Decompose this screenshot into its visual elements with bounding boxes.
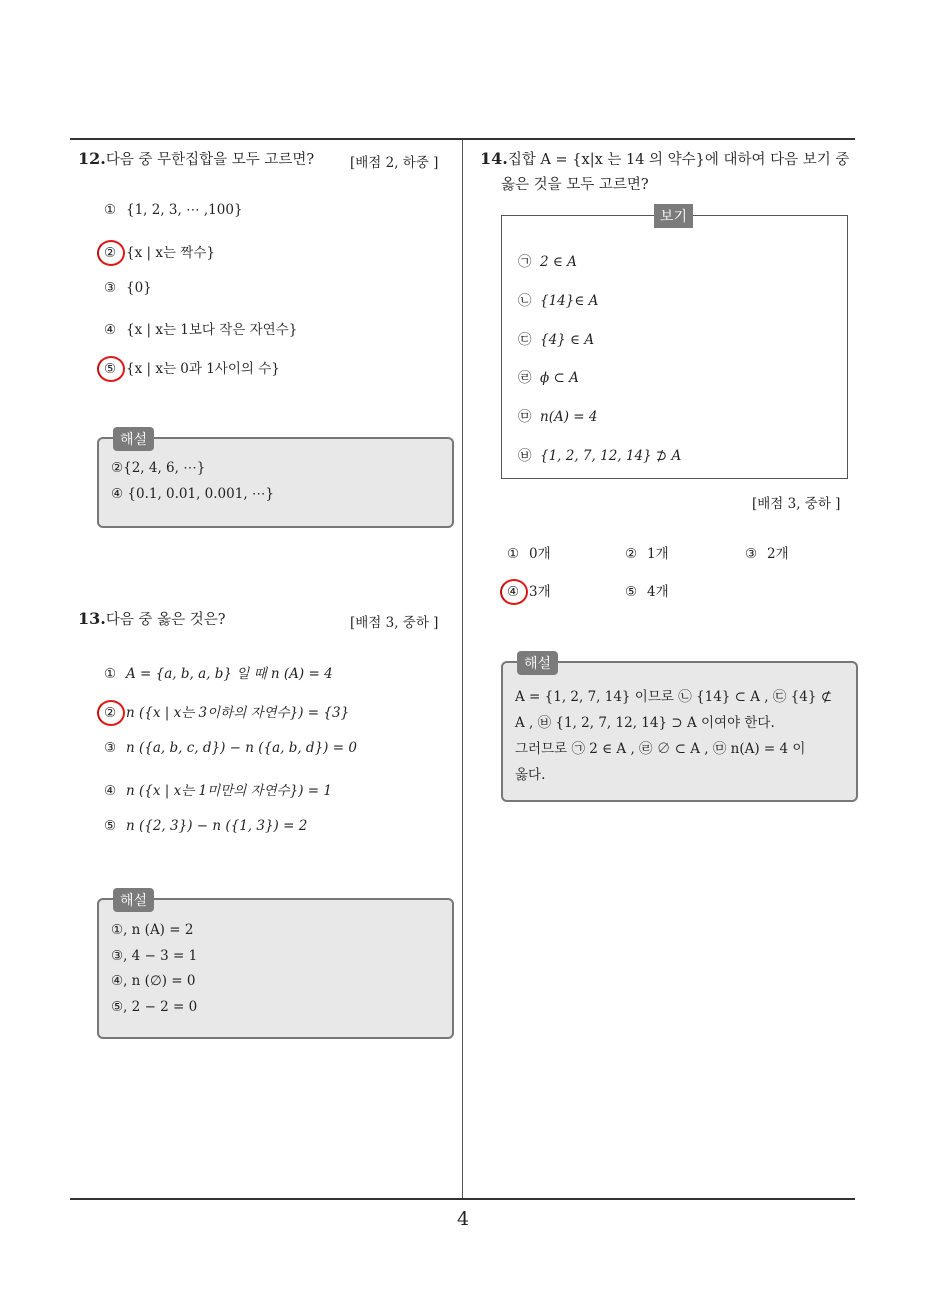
q14-number: 14. — [480, 149, 508, 168]
q14-text-line2: 옳은 것을 모두 고르면? — [501, 177, 649, 193]
choice-text: 3개 — [529, 584, 551, 600]
bottom-rule — [70, 1198, 855, 1200]
q13-choice-2[interactable] — [104, 701, 349, 721]
bogi-item-6: ㉥ {1, 2, 7, 12, 14} ⊅ A — [518, 448, 682, 464]
page-number: 4 — [456, 1208, 470, 1230]
choice-text: 0개 — [529, 546, 551, 562]
q12-explanation-box — [97, 432, 454, 528]
q14-choice-1[interactable] — [507, 542, 551, 562]
choice-text: 4개 — [647, 584, 669, 600]
choice-number: ⑤ — [625, 584, 638, 600]
choice-number: ③ — [745, 546, 758, 562]
explanation-line: A , ㉥ {1, 2, 7, 12, 14} ⊃ A 이여야 한다. — [515, 715, 775, 731]
q13-number: 13. — [78, 609, 106, 628]
bogi-label: 보기 — [654, 204, 693, 228]
q14-choice-5[interactable] — [625, 580, 669, 600]
choice-number: ① — [104, 666, 117, 682]
choice-number: ③ — [104, 280, 117, 296]
q12-choice-5[interactable] — [104, 357, 280, 377]
q13-choice-4[interactable] — [104, 779, 332, 799]
choice-number: ① — [104, 202, 117, 218]
q14-score: [배점 3, 중하 ] — [752, 496, 841, 512]
explanation-line: ④ {0.1, 0.01, 0.001, ⋯} — [111, 486, 274, 502]
q13-explanation-box — [97, 893, 454, 1039]
q12-number: 12. — [78, 149, 106, 168]
choice-text: {x | x는 짝수} — [126, 245, 215, 261]
q14-choice-2[interactable] — [625, 542, 669, 562]
explanation-line: ③, 4 − 3 = 1 — [111, 948, 198, 964]
explanation-line: A = {1, 2, 7, 14} 이므로 ㉡ {14} ⊂ A , ㉢ {4} ⊄ — [515, 689, 833, 705]
q14-bogi-box — [501, 209, 848, 479]
choice-number: ⑤ — [104, 818, 117, 834]
q13-score: [배점 3, 중하 ] — [350, 615, 439, 631]
choice-text: {0} — [126, 280, 152, 296]
column-divider — [462, 140, 463, 1200]
choice-text: 2개 — [767, 546, 789, 562]
q12-choice-4[interactable] — [104, 318, 297, 338]
q14-choice-4[interactable] — [507, 580, 551, 600]
answer-mark-circle: ② — [104, 245, 117, 261]
bogi-item-4: ㉣ ϕ ⊂ A — [518, 370, 579, 386]
q13-header — [78, 606, 226, 633]
q13-choice-1[interactable] — [104, 662, 333, 682]
q14-text-line1: 집합 A = {x|x 는 14 의 약수}에 대하여 다음 보기 중 — [507, 152, 850, 168]
explanation-line: 그러므로 ㉠ 2 ∈ A , ㉣ ∅ ⊂ A , ㉤ n(A) = 4 이 — [515, 741, 806, 757]
explanation-line: 옳다. — [515, 767, 546, 783]
q13-choice-3[interactable] — [104, 740, 357, 756]
q12-header — [78, 146, 314, 173]
answer-mark-circle: ② — [104, 705, 117, 721]
bogi-item-3: ㉢ {4} ∈ A — [518, 332, 595, 348]
explanation-label: 해설 — [517, 651, 558, 675]
q13-text: 다음 중 옳은 것은? — [105, 612, 226, 628]
q14-header — [480, 146, 849, 173]
explanation-label: 해설 — [113, 427, 154, 451]
explanation-line: ⑤, 2 − 2 = 0 — [111, 999, 198, 1015]
q13-choice-5[interactable] — [104, 818, 307, 834]
explanation-line: ④, n (∅) = 0 — [111, 973, 196, 989]
choice-number: ④ — [104, 322, 117, 338]
answer-mark-circle: ④ — [507, 584, 520, 600]
choice-number: ④ — [104, 783, 117, 799]
bogi-item-1: ㉠ 2 ∈ A — [518, 254, 577, 270]
q12-text: 다음 중 무한집합을 모두 고르면? — [105, 152, 315, 168]
choice-text: n ({2, 3}) − n ({1, 3}) = 2 — [126, 818, 308, 834]
choice-number: ② — [625, 546, 638, 562]
answer-mark-circle: ⑤ — [104, 361, 117, 377]
bogi-item-2: ㉡ {14}∈ A — [518, 293, 599, 309]
choice-text: {x | x는 1보다 작은 자연수} — [126, 322, 298, 338]
choice-number: ③ — [104, 740, 117, 756]
choice-text: n ({x | x는 3이하의 자연수}) = {3} — [126, 705, 350, 721]
choice-text: {1, 2, 3, ⋯ ,100} — [126, 202, 243, 218]
explanation-line: ①, n (A) = 2 — [111, 922, 194, 938]
choice-text: 1개 — [647, 546, 669, 562]
explanation-line: ②{2, 4, 6, ⋯} — [111, 460, 206, 476]
explanation-label: 해설 — [113, 888, 154, 912]
choice-text: n ({a, b, c, d}) − n ({a, b, d}) = 0 — [126, 740, 357, 756]
choice-number: ① — [507, 546, 520, 562]
q12-choice-3[interactable] — [104, 280, 152, 296]
q12-score: [배점 2, 하중 ] — [350, 155, 439, 171]
q14-choice-3[interactable] — [745, 542, 789, 562]
bogi-item-5: ㉤ n(A) = 4 — [518, 409, 598, 425]
q14-explanation-box — [501, 656, 858, 802]
choice-text: {x | x는 0과 1사이의 수} — [126, 361, 280, 377]
q12-choice-2[interactable] — [104, 241, 215, 261]
choice-text: A = {a, b, a, b} 일 때 n (A) = 4 — [126, 666, 333, 682]
choice-text: n ({x | x는 1미만의 자연수}) = 1 — [126, 783, 332, 799]
q12-choice-1[interactable] — [104, 202, 243, 218]
